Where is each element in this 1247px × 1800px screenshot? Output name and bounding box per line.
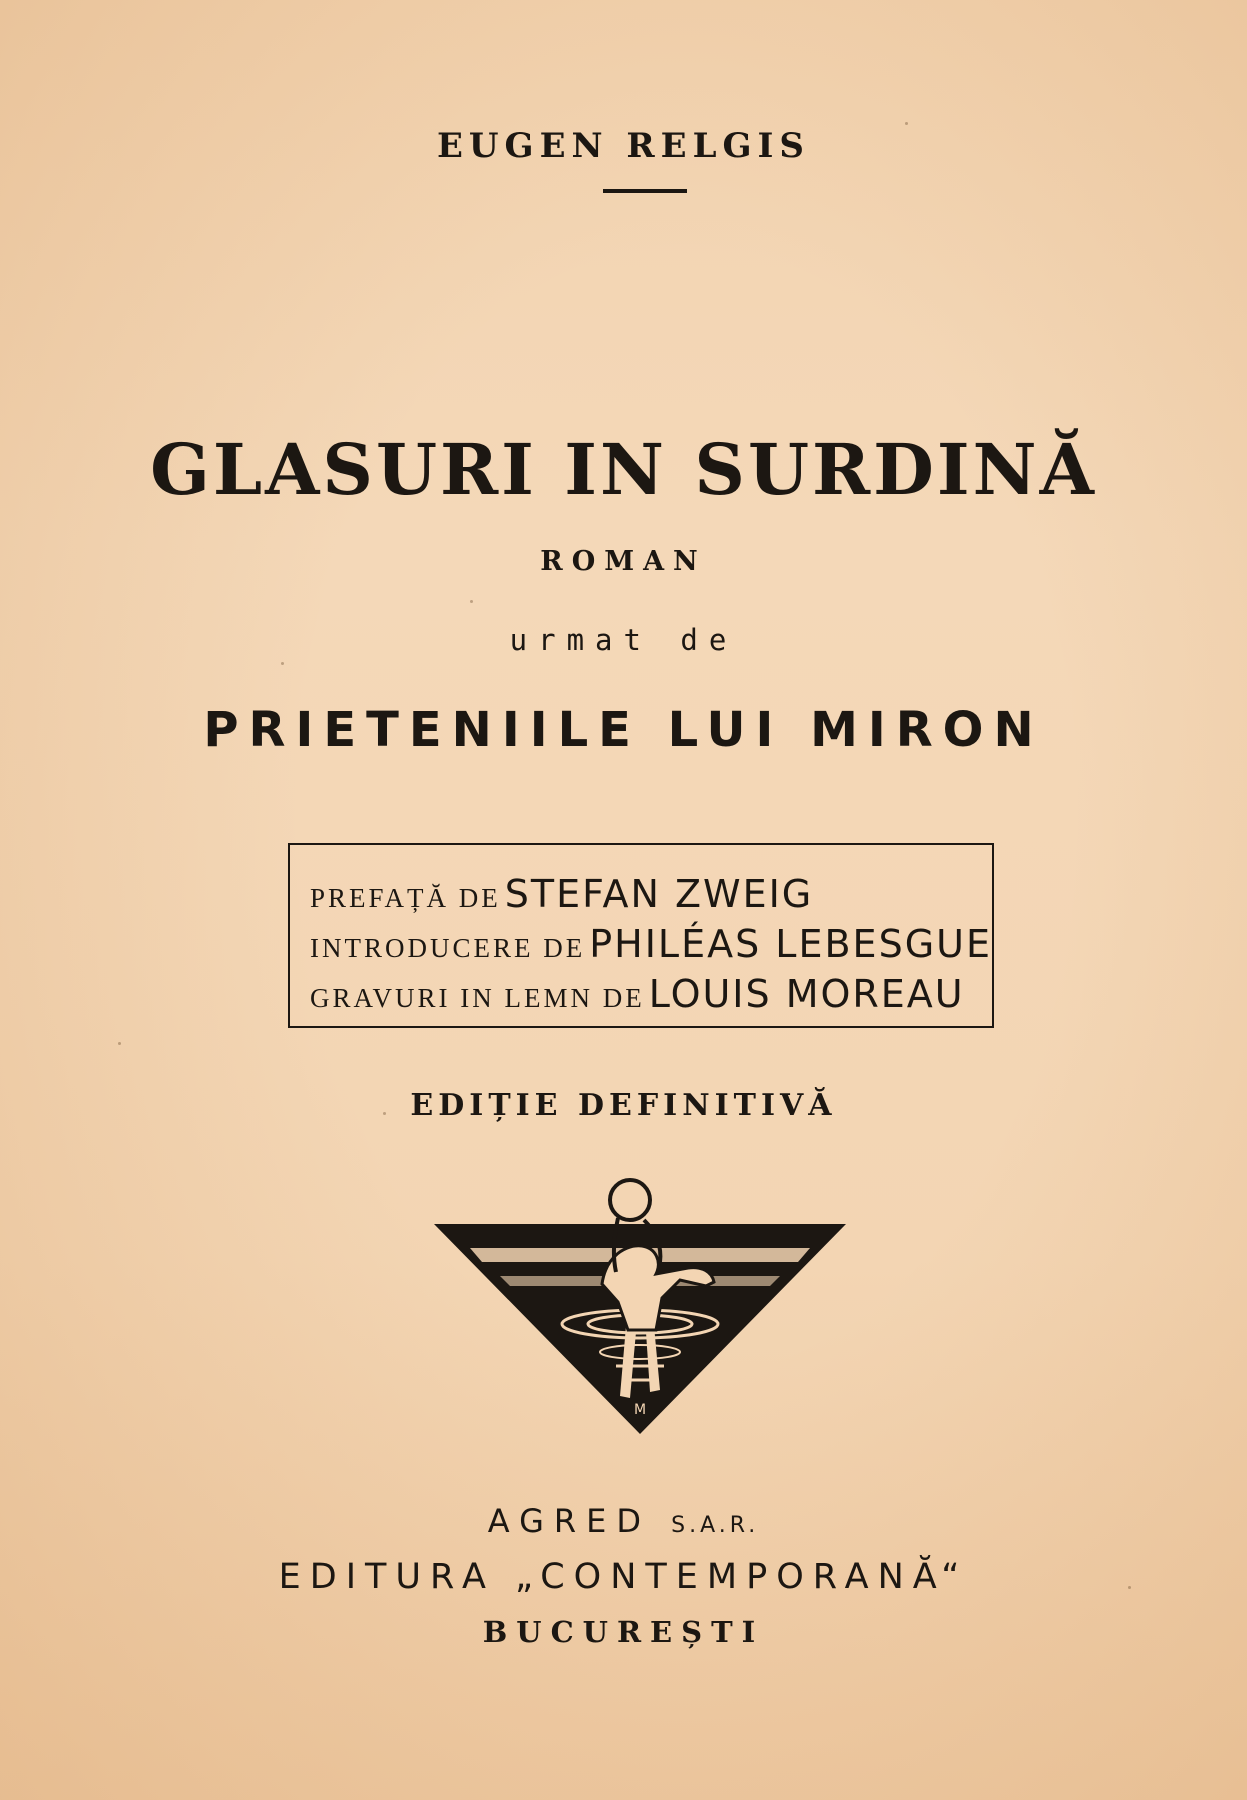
credit-label: GRAVURI IN LEMN DE [310, 983, 645, 1013]
credit-name: STEFAN ZWEIG [504, 872, 814, 916]
paper-speck [118, 1042, 121, 1045]
paper-speck [905, 122, 908, 125]
publisher-suffix: S.A.R. [671, 1513, 760, 1538]
credit-name: LOUIS MOREAU [648, 972, 965, 1016]
credit-engravings [310, 969, 992, 1019]
followed-by-text: urmat de [509, 623, 738, 657]
author-rule [603, 189, 687, 193]
publisher-name: AGRED [487, 1502, 651, 1540]
credit-preface [310, 869, 992, 919]
publisher-line [0, 1502, 1247, 1540]
paper-speck [470, 600, 473, 603]
credit-label: PREFAȚĂ DE [310, 883, 501, 913]
credit-introduction [310, 919, 992, 969]
paper-speck [281, 662, 284, 665]
credit-label: INTRODUCERE DE [310, 933, 586, 963]
genre-label: ROMAN [540, 546, 707, 577]
city-line: BUCUREȘTI [482, 1615, 765, 1649]
edition-label: EDIȚIE DEFINITIVĂ [410, 1088, 837, 1123]
author-name: EUGEN RELGIS [436, 126, 810, 166]
imprint-line: EDITURA „CONTEMPORANĂ“ [278, 1557, 969, 1597]
credit-name: PHILÉAS LEBESGUE [589, 922, 992, 966]
credits-box [288, 843, 994, 1028]
woodcut-monogram: M [633, 1402, 647, 1418]
second-title: PRIETENIILE LUI MIRON [203, 702, 1044, 758]
book-title: GLASURI IN SURDINĂ [150, 428, 1097, 511]
woodcut-illustration-icon [430, 1176, 850, 1436]
